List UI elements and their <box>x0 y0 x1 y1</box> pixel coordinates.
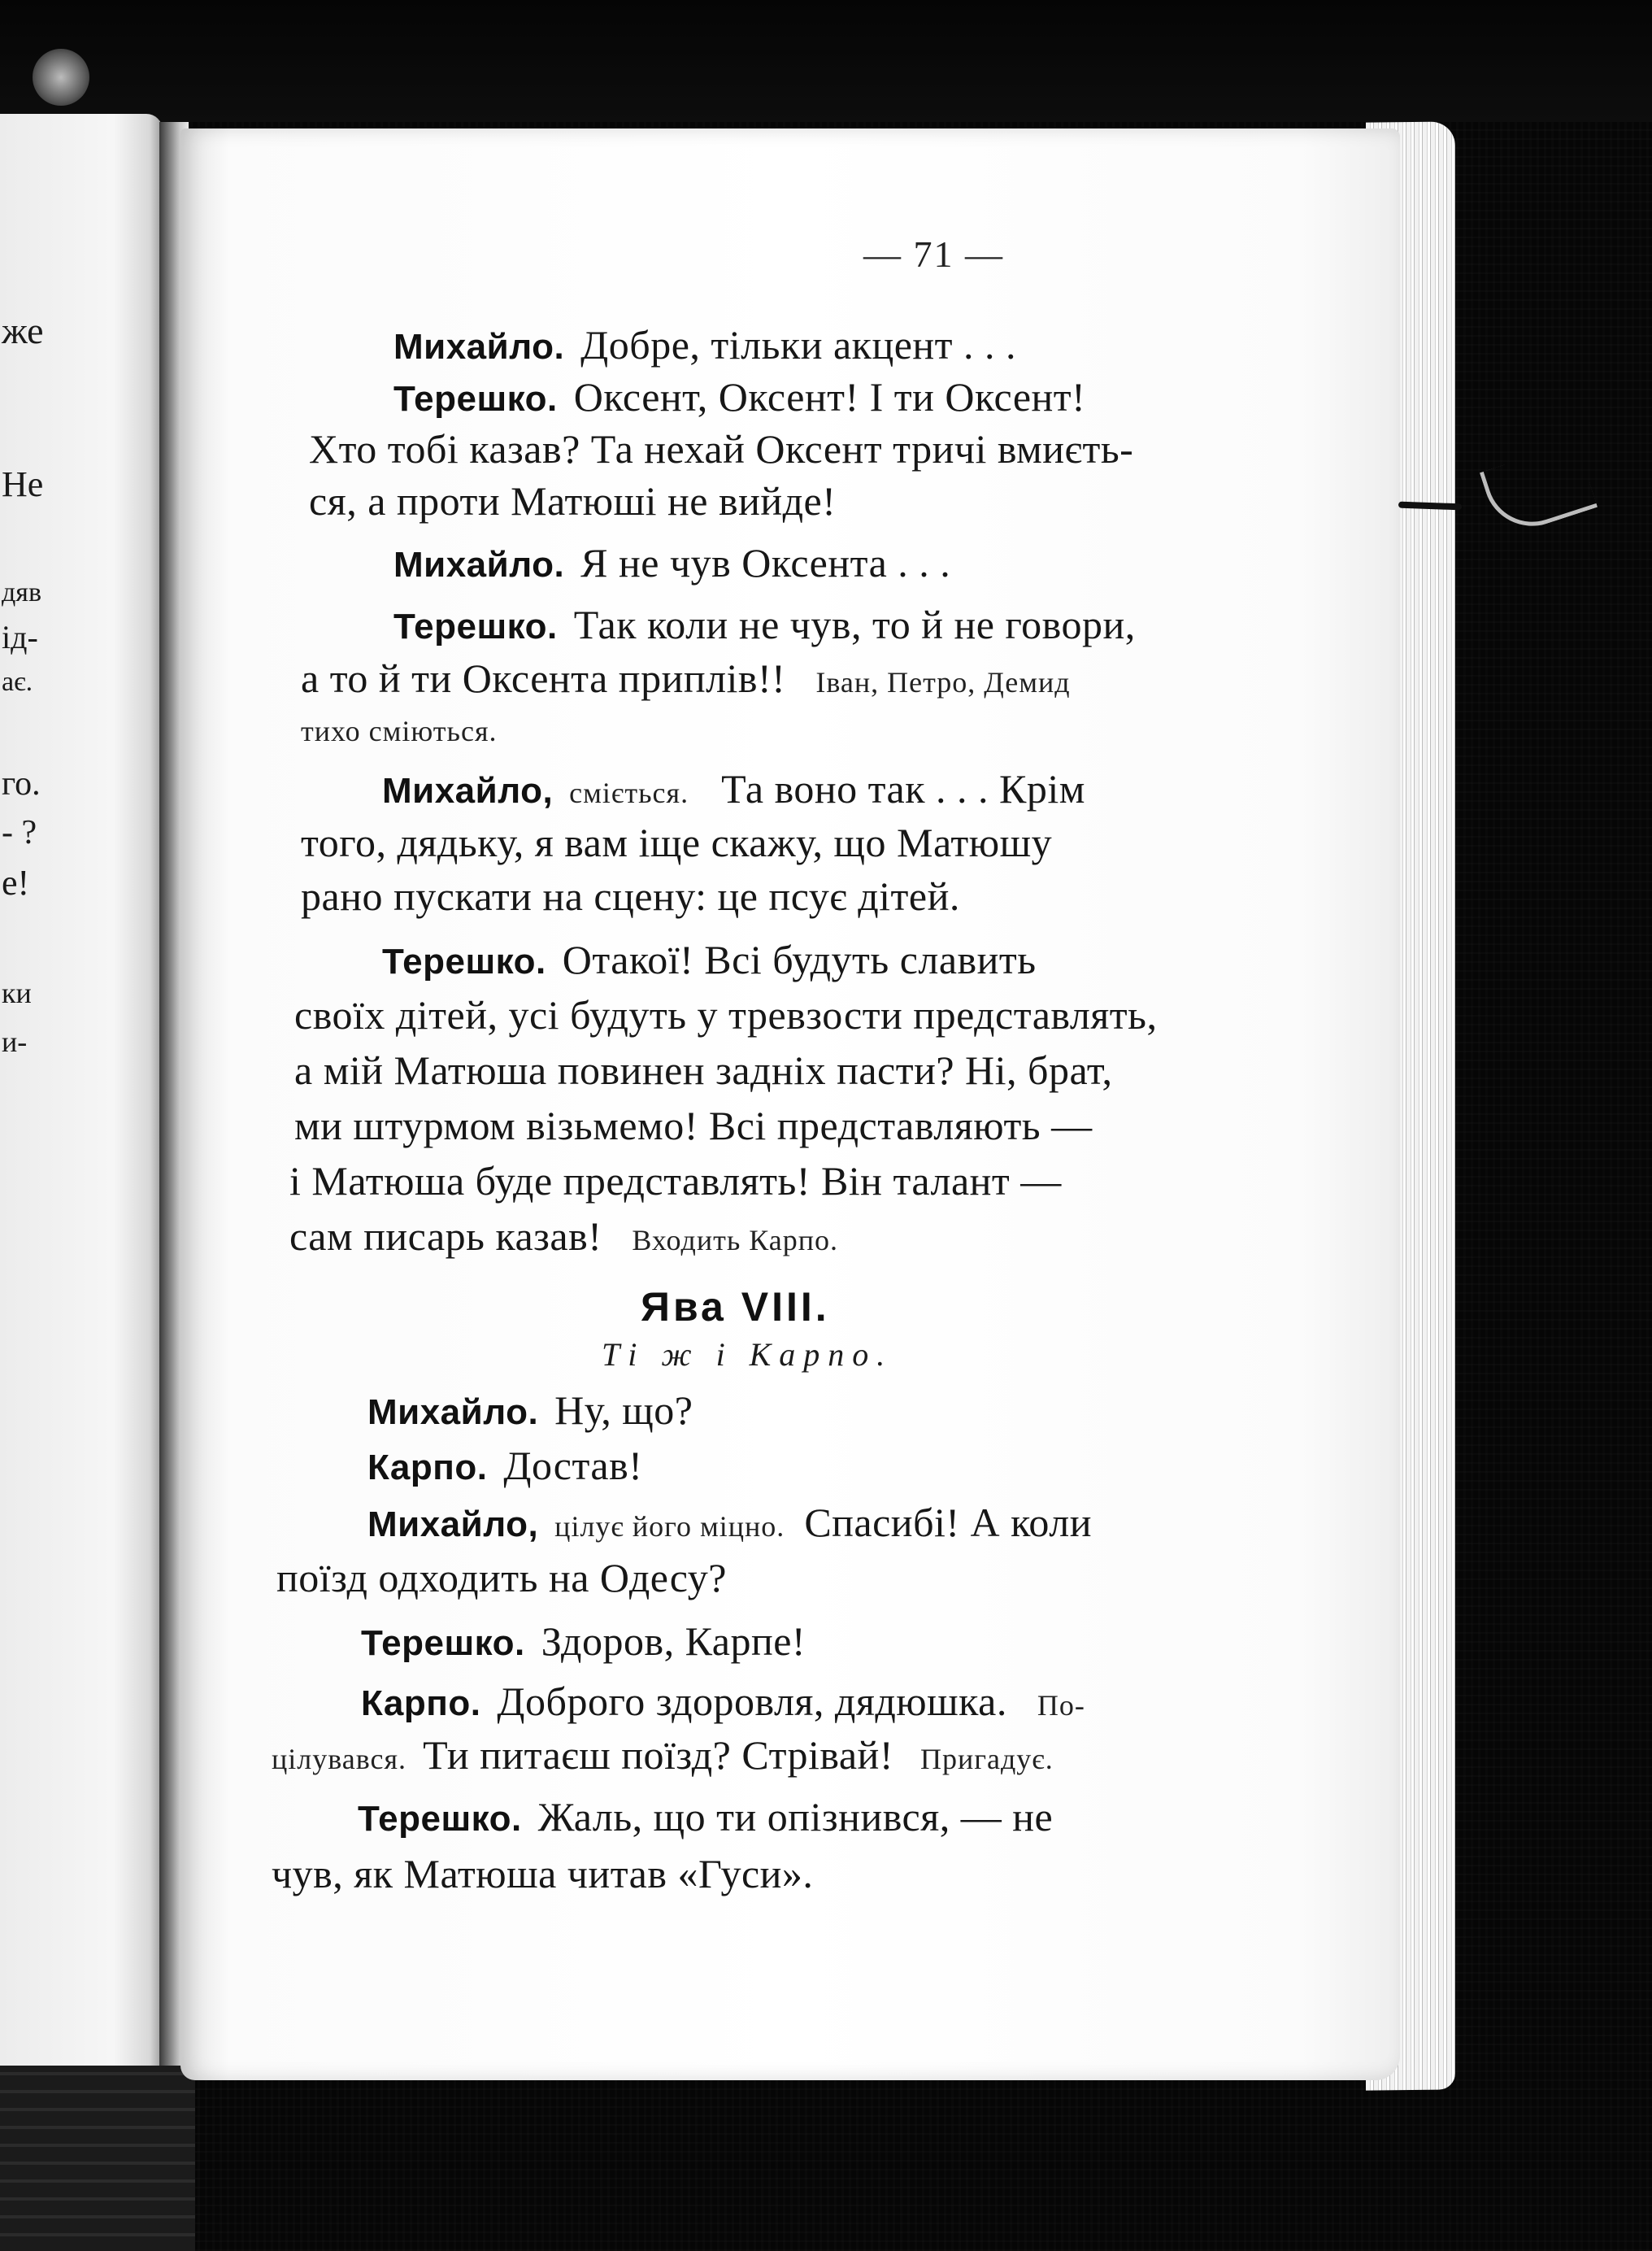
top-shadow <box>0 0 1652 122</box>
line-text: Здоров, Карпе! <box>541 1618 806 1664</box>
stage-direction: По- <box>1037 1689 1085 1722</box>
dialogue-line <box>393 320 1016 372</box>
dialogue-line <box>276 1553 727 1602</box>
left-fragment: - ? <box>2 814 37 851</box>
book-cover-edge <box>0 2066 195 2251</box>
line-text: Спасибі! А коли <box>804 1500 1092 1545</box>
line-text: Так коли не чув, то й не говори, <box>573 602 1136 647</box>
speaker-name: Михайло. <box>393 327 565 367</box>
line-text: а то й ти Оксента приплів!! <box>301 655 786 701</box>
dialogue-line <box>309 425 1133 473</box>
line-text: Ну, що? <box>554 1387 693 1433</box>
line-text: рано пускати на сцену: це псує дітей. <box>301 873 960 919</box>
speaker-name: Михайло, <box>382 771 554 811</box>
dialogue-line <box>294 1101 1093 1150</box>
line-text: Жаль, що ти опізнився, — не <box>537 1794 1054 1840</box>
dialogue-line <box>393 372 1085 424</box>
dialogue-line <box>301 654 1071 707</box>
line-text: Доброго здоровля, дядюшка. <box>497 1678 1007 1724</box>
dust-spot <box>33 49 89 106</box>
line-text: а мій Матюша повинен задніх пасти? Ні, брат, <box>294 1047 1113 1093</box>
left-fragment: е! <box>2 863 30 903</box>
speaker-name: Карпо. <box>367 1448 488 1487</box>
speaker-name: Михайло. <box>367 1392 539 1432</box>
line-text: Ти питаєш поїзд? Стрівай! <box>423 1732 893 1778</box>
speaker-name: Карпо. <box>361 1683 481 1723</box>
speaker-name: Терешко. <box>358 1799 522 1839</box>
book-page <box>180 128 1400 2080</box>
speaker-name: Терешко. <box>382 942 546 982</box>
left-fragment: дяв <box>2 577 41 607</box>
dialogue-line <box>361 1617 806 1668</box>
line-text: Оксент, Оксент! І ти Оксент! <box>573 374 1086 420</box>
dialogue-line <box>393 600 1136 651</box>
left-page <box>0 114 163 2082</box>
dialogue-line <box>361 1677 1085 1730</box>
speaker-name: Терешко. <box>361 1623 525 1663</box>
left-fragment: и- <box>2 1025 28 1058</box>
page-number: — 71 — <box>863 233 1004 275</box>
line-text: ся, а проти Матюші не вийде! <box>309 478 837 524</box>
dialogue-line <box>358 1792 1053 1844</box>
dialogue-line <box>301 872 960 921</box>
left-fragment: Не <box>2 464 44 504</box>
line-text: і Матюша буде представлять! Він талант — <box>289 1158 1062 1204</box>
speaker-name: Терешко. <box>393 607 558 647</box>
stage-direction: Іван, Петро, Демид <box>815 666 1071 699</box>
left-fragment: ід- <box>2 619 38 655</box>
page-text <box>180 128 1400 2080</box>
speaker-name: Михайло. <box>393 545 565 585</box>
line-text: того, дядьку, я вам іще скажу, що Матюшу <box>301 820 1053 865</box>
line-text: Достав! <box>503 1443 643 1488</box>
dialogue-line <box>289 1156 1062 1205</box>
dialogue-line <box>367 1498 1092 1551</box>
dialogue-line <box>382 935 1037 986</box>
stage-direction: Входить Карпо. <box>632 1224 839 1256</box>
line-text: своїх дітей, усі будуть у тревзости представлять, <box>294 992 1158 1038</box>
line-text: Добре, тільки акцент . . . <box>580 322 1016 368</box>
left-fragment: ає. <box>2 667 33 697</box>
left-fragment: го. <box>2 765 41 803</box>
line-text: Отакої! Всі будуть славить <box>562 937 1037 982</box>
line-text: Хто тобі казав? Та нехай Оксент тричі вмиєть- <box>309 426 1134 472</box>
speaker-name: Терешко. <box>393 379 558 419</box>
scene-title: Ява VIII. <box>641 1284 830 1330</box>
dialogue-line <box>382 764 1085 817</box>
line-text: Я не чув Оксента . . . <box>580 540 951 586</box>
scene-cast: Ті ж і Карпо. <box>602 1336 893 1373</box>
line-text: поїзд одходить на Одесу? <box>276 1555 727 1600</box>
stage-direction: цілує його міцно. <box>554 1510 785 1543</box>
line-text: Та воно так . . . Крім <box>721 766 1085 812</box>
dialogue-line <box>272 1849 813 1898</box>
speaker-name: Михайло, <box>367 1504 539 1544</box>
dialogue-line <box>301 818 1052 867</box>
left-fragment: ки <box>2 977 32 1009</box>
dialogue-line <box>367 1386 693 1437</box>
dialogue-line <box>294 991 1157 1039</box>
stage-direction: сміється. <box>569 777 689 809</box>
dialogue-line <box>301 703 498 755</box>
line-text: чув, як Матюша читав «Гуси». <box>272 1851 814 1896</box>
dialogue-line <box>367 1441 642 1492</box>
dialogue-line <box>289 1212 838 1265</box>
left-fragment: же <box>2 310 44 351</box>
line-text: сам писарь казав! <box>289 1213 602 1259</box>
dialogue-line <box>309 477 836 525</box>
stage-direction: цілувався. <box>272 1743 407 1775</box>
line-text: ми штурмом візьмемо! Всі представляють — <box>294 1103 1093 1148</box>
stage-direction: тихо сміються. <box>301 715 498 747</box>
stage-direction: Пригадує. <box>919 1743 1054 1775</box>
dialogue-line <box>393 538 950 590</box>
dialogue-line <box>272 1731 1054 1783</box>
dialogue-line <box>294 1046 1112 1095</box>
